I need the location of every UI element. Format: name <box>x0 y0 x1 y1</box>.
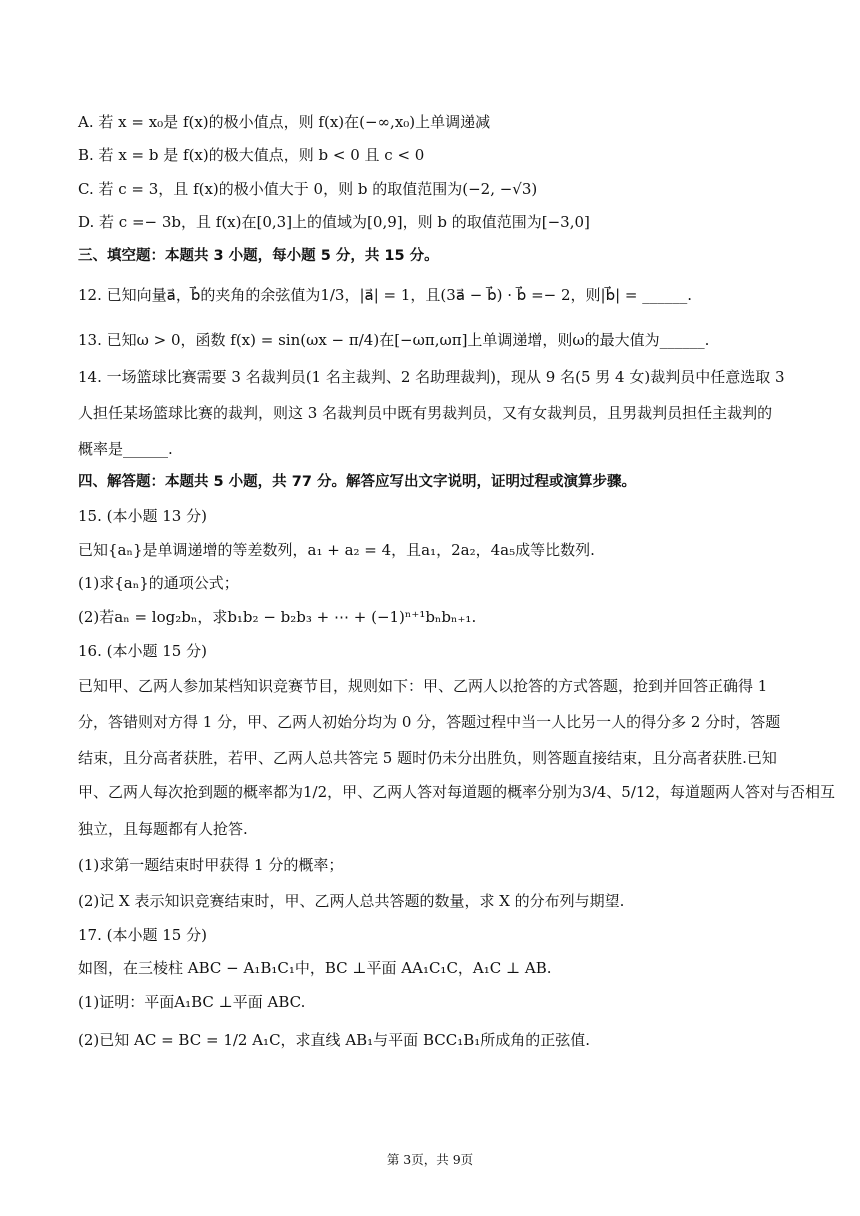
question-16-line: 分，答错则对方得 1 分，甲、乙两人初始分均为 0 分，答题过程中当一人比另一人的得分多 2 分时，答题 <box>78 713 781 731</box>
question-17-heading: 17. (本小题 15 分) <box>78 926 207 944</box>
section-4-heading: 四、解答题：本题共 5 小题，共 77 分。解答应写出文字说明，证明过程或演算步骤。 <box>78 474 636 490</box>
question-15-part-2: (2)若aₙ = log₂bₙ，求b₁b₂ − b₂b₃ + ⋯ + (−1)ⁿ⁺¹bₙbₙ₊₁. <box>78 608 477 626</box>
page-footer: 第 3页，共 9页 <box>386 1152 474 1167</box>
question-16-line: 结束，且分高者获胜，若甲、乙两人总共答完 5 题时仍未分出胜负，则答题直接结束，且分高者获胜.已知 <box>78 749 777 767</box>
question-17-stem: 如图，在三棱柱 ABC − A₁B₁C₁中，BC ⊥平面 AA₁C₁C，A₁C ⊥ AB. <box>78 959 552 977</box>
question-16-line: 独立，且每题都有人抢答. <box>78 820 248 838</box>
question-15-heading: 15. (本小题 13 分) <box>78 507 207 525</box>
question-17-part-1: (1)证明：平面A₁BC ⊥平面 ABC. <box>78 993 306 1011</box>
question-15-stem: 已知{aₙ}是单调递增的等差数列，a₁ + a₂ = 4，且a₁，2a₂，4a₅成等比数列. <box>78 541 595 559</box>
question-14-line: 概率是______. <box>78 440 173 458</box>
question-17-part-2: (2)已知 AC = BC = 1/2 A₁C，求直线 AB₁与平面 BCC₁B₁所成角的正弦值. <box>78 1031 591 1049</box>
option-a: A. 若 x = x₀是 f(x)的极小值点，则 f(x)在(−∞,x₀)上单调递减 <box>78 113 491 131</box>
question-14-line: 人担任某场篮球比赛的裁判，则这 3 名裁判员中既有男裁判员，又有女裁判员，且男裁判员担任主裁判的 <box>78 404 773 422</box>
option-c: C. 若 c = 3，且 f(x)的极小值大于 0，则 b 的取值范围为(−2, −√3) <box>78 180 538 198</box>
option-d: D. 若 c =− 3b，且 f(x)在[0,3]上的值域为[0,9]，则 b 的取值范围为[−3,0] <box>78 213 590 231</box>
option-b: B. 若 x = b 是 f(x)的极大值点，则 b < 0 且 c < 0 <box>78 146 425 164</box>
question-16-line: 甲、乙两人每次抢到题的概率都为1/2，甲、乙两人答对每道题的概率分别为3/4、5/12，每道题两人答对与否相互 <box>78 783 835 801</box>
section-3-heading: 三、填空题：本题共 3 小题，每小题 5 分，共 15 分。 <box>78 248 439 264</box>
question-16-heading: 16. (本小题 15 分) <box>78 642 207 660</box>
question-16-part-1: (1)求第一题结束时甲获得 1 分的概率； <box>78 856 344 874</box>
question-16-part-2: (2)记 X 表示知识竞赛结束时，甲、乙两人总共答题的数量，求 X 的分布列与期望. <box>78 892 625 910</box>
question-14-line: 14. 一场篮球比赛需要 3 名裁判员(1 名主裁判、2 名助理裁判)，现从 9 名(5 男 4 女)裁判员中任意选取 3 <box>78 368 785 386</box>
question-16-line: 已知甲、乙两人参加某档知识竞赛节目，规则如下：甲、乙两人以抢答的方式答题，抢到并回答正确得 1 <box>78 677 768 695</box>
question-13: 13. 已知ω > 0，函数 f(x) = sin(ωx − π/4)在[−ωπ,ωπ]上单调递增，则ω的最大值为______. <box>78 331 710 349</box>
question-15-part-1: (1)求{aₙ}的通项公式； <box>78 574 239 592</box>
question-12: 12. 已知向量a⃗，b⃗的夹角的余弦值为1/3，|a⃗| = 1，且(3a⃗ − b⃗) · b⃗ =− 2，则|b⃗| = ______. <box>78 286 693 304</box>
